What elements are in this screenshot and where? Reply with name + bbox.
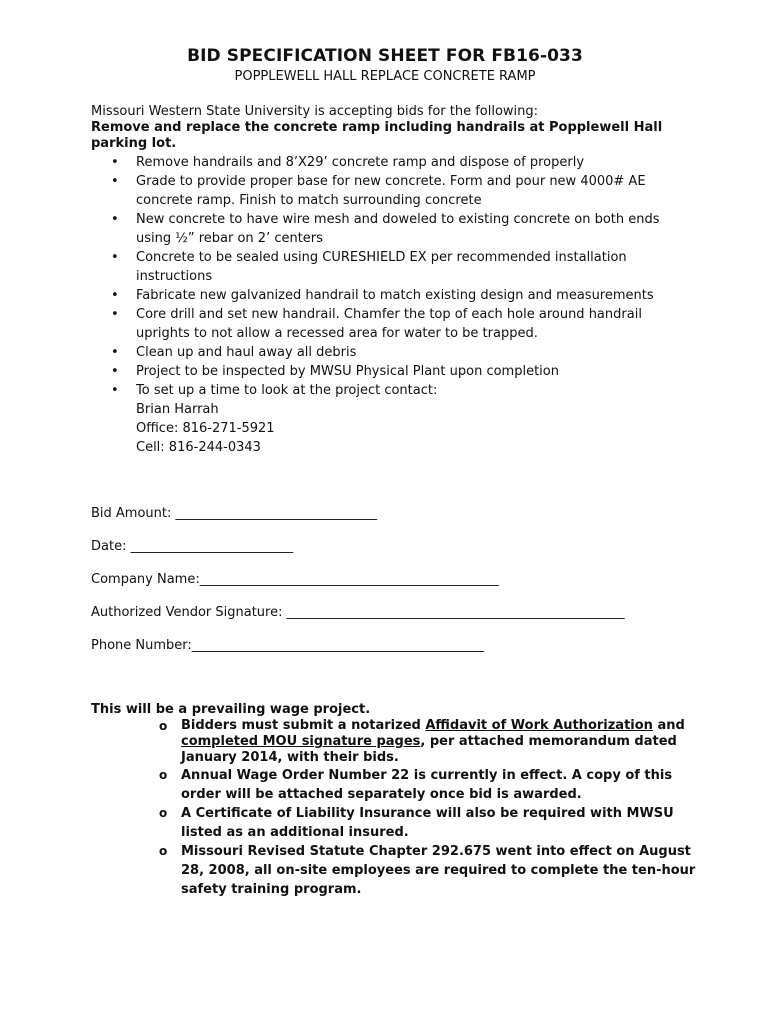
- spec-item: • Concrete to be sealed using CURESHIELD EX per recommended installation instructions: [111, 250, 627, 284]
- prevailing-wage-section: [91, 702, 711, 899]
- wage-item-wage-order: o Annual Wage Order Number 22 is currently in effect. A copy of this order will be attached separately once bid is awarded.: [159, 768, 673, 802]
- bullet-icon: •: [111, 364, 119, 379]
- wage-item-insurance: o A Certificate of Liability Insurance will also be required with MWSU listed as an additional insured.: [159, 806, 674, 840]
- intro-line: Missouri Western State University is accepting bids for the following:: [91, 104, 539, 119]
- vendor-signature-field[interactable]: Authorized Vendor Signature: ____________________________________________________: [91, 605, 625, 620]
- prevailing-wage-heading: This will be a prevailing wage project.: [91, 702, 371, 717]
- contact-office-phone: Office: 816-271-5921: [136, 421, 275, 436]
- spec-item: • Clean up and haul away all debris: [111, 345, 357, 360]
- document-subtitle: POPPLEWELL HALL REPLACE CONCRETE RAMP: [234, 69, 536, 84]
- affidavit-link[interactable]: Affidavit of Work Authorization: [425, 718, 653, 733]
- wage-requirements-list: [91, 718, 711, 899]
- spec-item: • Grade to provide proper base for new concrete. Form and pour new 4000# AE concrete ramp. Finish to match surrounding concrete: [111, 174, 646, 208]
- bullet-icon: •: [111, 212, 119, 227]
- spec-item: • New concrete to have wire mesh and doweled to existing concrete on both ends using ½” rebar on 2’ centers: [111, 212, 660, 246]
- spec-item: • Project to be inspected by MWSU Physical Plant upon completion: [111, 364, 559, 379]
- bullet-icon: •: [111, 288, 119, 303]
- spec-item: • Remove handrails and 8’X29’ concrete ramp and dispose of properly: [111, 155, 585, 170]
- spec-item-contact: • To set up a time to look at the project contact: Brian Harrah Office: 816-271-5921 Cell: 816-244-0343: [91, 381, 691, 457]
- date-field[interactable]: Date: _________________________: [91, 539, 294, 554]
- wage-item-affidavit: o Bidders must submit a notarized Affidavit of Work Authorization and completed MOU signature pages, per attached memorandum dated January 2014, with their bids.: [159, 718, 685, 765]
- document-title: BID SPECIFICATION SHEET FOR FB16-033: [187, 46, 583, 66]
- bullet-icon: •: [111, 345, 119, 360]
- circle-bullet-icon: o: [159, 719, 168, 733]
- bid-form: [91, 506, 731, 671]
- contact-name: Brian Harrah: [136, 402, 219, 417]
- bullet-icon: •: [111, 250, 119, 265]
- contact-cell-phone: Cell: 816-244-0343: [136, 440, 261, 455]
- phone-number-field[interactable]: Phone Number:_____________________________________________: [91, 638, 485, 653]
- spec-item: • Fabricate new galvanized handrail to match existing design and measurements: [111, 288, 654, 303]
- spec-item: • Core drill and set new handrail. Chamfer the top of each hole around handrail uprights to not allow a recessed area for water to be trapped.: [111, 307, 642, 341]
- wage-item-safety-training: o Missouri Revised Statute Chapter 292.675 went into effect on August 28, 2008, all on-site employees are required to complete the ten-hour safety training program.: [159, 844, 696, 897]
- bid-amount-field[interactable]: Bid Amount: _______________________________: [91, 506, 378, 521]
- spec-list: [91, 153, 691, 457]
- bullet-icon: •: [111, 307, 119, 322]
- circle-bullet-icon: o: [159, 844, 168, 858]
- intro-block: [91, 104, 691, 152]
- bullet-icon: •: [111, 383, 119, 398]
- intro-scope: Remove and replace the concrete ramp including handrails at Popplewell Hall parking lot.: [91, 120, 663, 151]
- circle-bullet-icon: o: [159, 768, 168, 782]
- circle-bullet-icon: o: [159, 806, 168, 820]
- bullet-icon: •: [111, 174, 119, 189]
- bullet-icon: •: [111, 155, 119, 170]
- company-name-field[interactable]: Company Name:______________________________________________: [91, 572, 499, 587]
- mou-signature-link[interactable]: completed MOU signature pages: [181, 734, 421, 749]
